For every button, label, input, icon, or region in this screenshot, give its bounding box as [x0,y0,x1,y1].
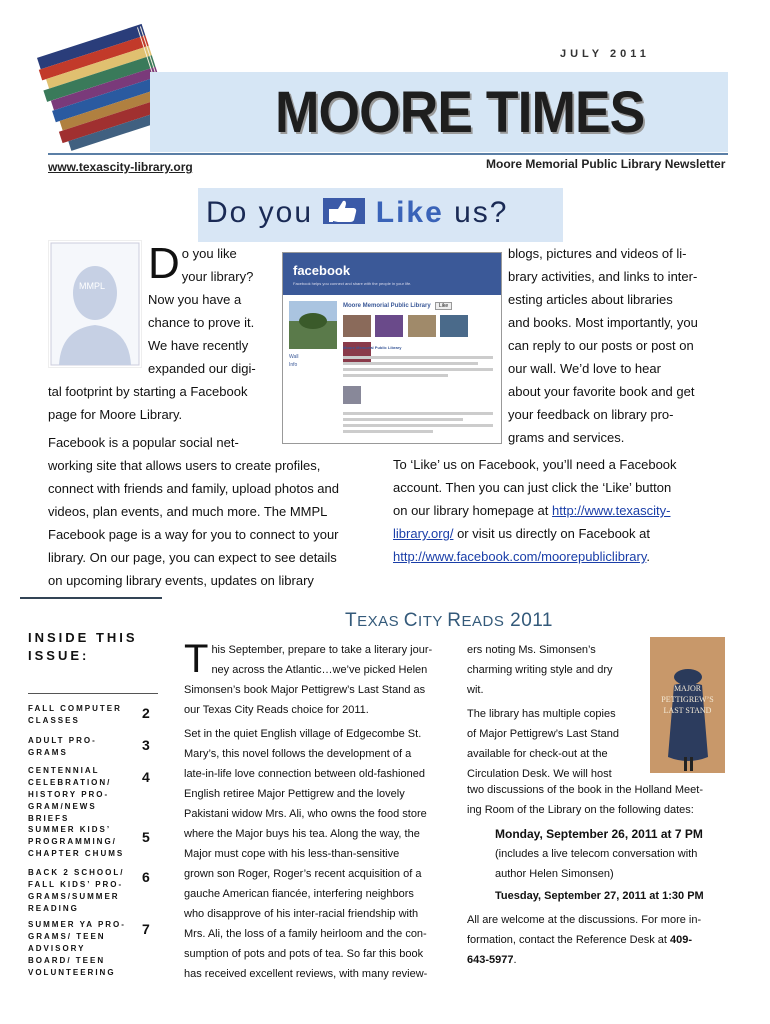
article-line: Simonsen’s book Major Pettigrew’s Last Stand as [184,684,426,696]
article-line: account. Then you can just click the ‘Like’ button [393,480,672,495]
article-line: We have recently [148,338,249,353]
issue-month: JULY 2011 [560,48,650,60]
discussion-date-2: Tuesday, September 27, 2011 at 1:30 PM [495,890,704,902]
article-line: blogs, pictures and videos of li- [508,246,687,261]
article-line: tal footprint by starting a Facebook [48,384,248,399]
article-line: esting articles about libraries [508,292,673,307]
article-line: your library? [181,269,254,284]
article-line: our Texas City Reads choice for 2011. [184,704,369,716]
article-line: and books. Most importantly, you [508,315,698,330]
like-banner-after: us? [454,196,509,229]
toc-page-number: 7 [142,921,150,937]
article-line: where the Major buys his tea. Along the way, the [184,828,420,840]
newsletter-subtitle: Moore Memorial Public Library Newsletter [486,157,726,171]
facebook-page-screenshot [282,252,502,444]
article-line: of Major Pettigrew’s Last Stand [467,728,620,740]
toc-item[interactable]: BACK 2 SCHOOL/ FALL KIDS’ PRO- GRAMS/SUMMER READING [28,868,125,913]
article-line: has received excellent reviews, with many review- [184,968,428,980]
article-line: chance to prove it. [148,315,255,330]
toc-page-number: 2 [142,705,150,721]
article-line: o you like [181,246,237,261]
facebook-logo: facebook [293,263,351,278]
reference-desk-phone-cont: 643-5977 [467,954,514,966]
article-line: grams and services. [508,430,625,445]
avatar-label: MMPL [79,281,106,291]
article-line: who disapprove of his inter-racial friendship with [184,908,419,920]
article-line: on upcoming library events, updates on library [48,573,314,588]
article-line: ney across the Atlantic…we’ve picked Helen [211,664,428,676]
article-line: late-in-life love connection between old-fashioned [184,768,425,780]
article-line: about your favorite book and get [508,384,695,399]
article-line: Facebook page is a way for you to connect to your [48,527,339,542]
article-period: . [513,954,517,966]
toc-item[interactable]: SUMMER YA PRO- GRAMS/ TEEN ADVISORY BOARD/ TEEN VOLUNTEERING [28,920,126,977]
thumbs-up-icon [323,196,365,226]
heading-part: ITY [418,613,448,630]
article-line: All are welcome at the discussions. For more in- [467,914,702,926]
texas-reads-column-1 [184,637,454,984]
toc-item[interactable]: SUMMER KIDS’ PROGRAMMING/ CHAPTER CHUMS [28,825,125,858]
book-stack-illustration [30,20,170,160]
toc-page-number: 5 [142,829,150,845]
article-line: our wall. We’d love to hear [508,361,661,376]
facebook-like-button[interactable]: Like [435,302,452,310]
heading-part: 2011 [504,610,553,631]
article-line: ing Room of the Library on the following dates: [467,804,694,816]
article-line: gauche American fiancée, interfering neighbors [184,888,414,900]
website-link[interactable]: www.texascity-library.org [48,160,193,174]
article-line: formation, contact the Reference Desk at [467,934,670,946]
article-intro-continued [48,380,276,426]
book-cover-line: MAJOR [673,684,702,693]
sidebar-title [28,629,138,665]
article-line: available for check-out at the [467,748,608,760]
article-para2 [48,431,378,592]
article-line: wit. [467,684,484,696]
toc-item[interactable]: ADULT PRO- GRAMS [28,736,97,757]
like-banner-like-word: Like [375,196,444,229]
article-line: Mary’s, this novel follows the development of a [184,748,412,760]
article-period: . [646,549,650,564]
reference-desk-phone: 409- [670,934,693,946]
book-cover-image [650,637,725,773]
toc-item[interactable]: CENTENNIAL CELEBRATION/ HISTORY PRO- GRAM/NEWS BRIEFS [28,766,112,823]
article-line: can reply to our posts or post on [508,338,694,353]
article-line: The library has multiple copies [467,708,616,720]
toc-page-number: 6 [142,869,150,885]
article-line: Set in the quiet English village of Edgecombe St. [184,728,422,740]
article-line: working site that allows users to create profiles, [48,458,321,473]
article-line: Pakistani widow Mrs. Ali, who owns the food store [184,808,427,820]
article-line: your feedback on library pro- [508,407,674,422]
facebook-info-tab[interactable]: Info [289,362,298,368]
header-rule [48,153,728,155]
inside-this-issue-sidebar [20,597,162,979]
article-line: Major must cope with his less-than-sensitive [184,848,400,860]
article-line: expanded our digi- [148,361,256,376]
article-line: Circulation Desk. We will host [467,768,612,780]
article-line: his September, prepare to take a literary jour- [211,644,433,656]
texas-city-reads-heading [345,610,553,632]
article-line: or visit us directly on Facebook at [453,526,650,541]
toc-item[interactable]: FALL COMPUTER CLASSES [28,704,122,725]
like-banner-heading [206,196,509,230]
heading-part: EADS [461,613,505,630]
toc-page-number: 4 [142,769,150,785]
discussion-date-1: Monday, September 26, 2011 at 7 PM [495,827,703,841]
sidebar-divider [28,693,158,694]
article-line: English retiree Major Pettigrew and the lovely [184,788,405,800]
library-homepage-link-cont[interactable]: library.org/ [393,526,454,541]
book-cover-line: PETTIGREW’S [661,695,714,704]
book-cover-line: LAST STAND [663,706,712,715]
article-line: charming writing style and dry [467,664,613,676]
article-line: brary activities, and links to inter- [508,269,698,284]
article-line: library. On our page, you can expect to see details [48,550,337,565]
facebook-wall-posts [343,353,493,436]
heading-part: EXAS [357,613,404,630]
facebook-profile-photo [289,301,337,349]
article-line: Mrs. Ali, the loss of a family heirloom and the con- [184,928,427,940]
article-line: ers noting Ms. Simonsen’s [467,644,596,656]
sidebar-title-line: INSIDE THIS [28,630,138,645]
discussion-note: author Helen Simonsen) [495,868,614,880]
article-intro-narrow [148,239,274,380]
facebook-photo-strip [343,315,495,337]
texas-reads-column-2-top [467,640,647,784]
library-homepage-link[interactable]: http://www.texascity- [552,503,671,518]
article-like-instructions [393,453,728,568]
book-cover-title [650,683,725,716]
avatar-silhouette-icon [49,241,141,367]
facebook-wall-tab[interactable]: Wall [289,354,299,360]
texas-reads-dropcap: T [184,637,209,681]
facebook-page-link[interactable]: http://www.facebook.com/moorepubliclibrary [393,549,647,564]
article-line: Facebook is a popular social net- [48,435,239,450]
heading-part: R [447,610,462,631]
heading-part: C [403,610,419,631]
texas-reads-column-2-bottom [467,780,732,970]
article-line: sumption of pots and pots of tea. So far this book [184,948,424,960]
article-dropcap: D [148,239,180,288]
article-line: To ‘Like’ us on Facebook, you’ll need a Facebook [393,457,677,472]
facebook-tagline: Facebook helps you connect and share with the people in your life. [293,281,412,286]
article-line: two discussions of the book in the Holland Meet- [467,784,704,796]
sidebar-title-line: ISSUE: [28,648,90,663]
article-line: Now you have a [148,292,242,307]
like-banner-before: Do you [206,196,314,229]
avatar [48,240,142,368]
article-line: grown son Roger, Roger’s recent acquisition of a [184,868,422,880]
facebook-page-name: Moore Memorial Public Library [343,303,431,309]
toc-page-number: 3 [142,737,150,753]
article-right-column [508,242,728,449]
article-line: on our library homepage at [393,503,549,518]
article-line: connect with friends and family, upload photos and [48,481,339,496]
article-line: page for Moore Library. [48,407,183,422]
article-line: videos, plan events, and much more. The MMPL [48,504,328,519]
facebook-left-nav [289,353,299,369]
heading-part: T [345,610,358,631]
masthead-title: MOORE TIMES [275,80,645,145]
facebook-about-heading: Moore Memorial Public Library [343,345,402,350]
discussion-note: (includes a live telecom conversation with [495,848,698,860]
